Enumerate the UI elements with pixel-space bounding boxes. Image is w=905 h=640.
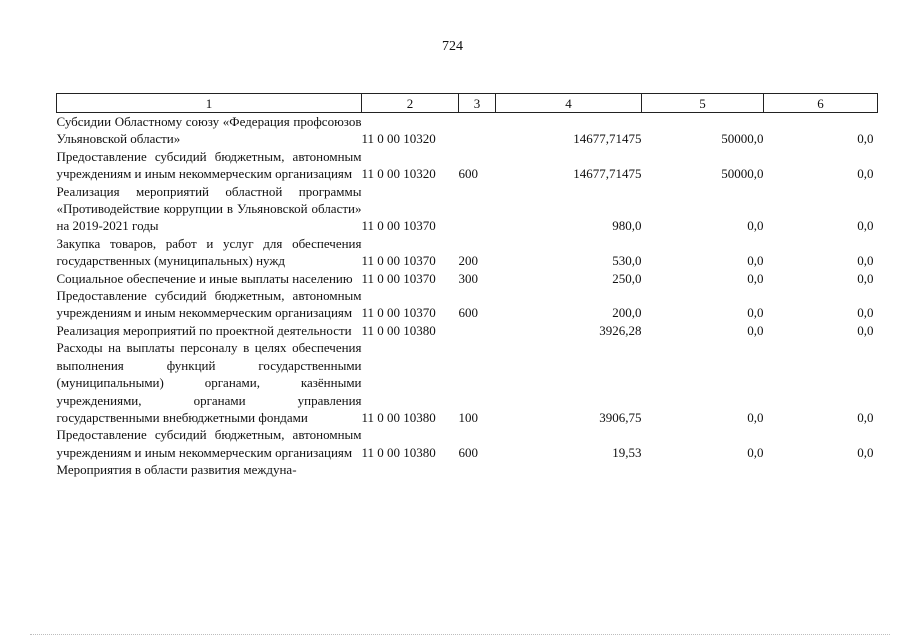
row-name: Социальное обеспечение и иные выплаты населению bbox=[56, 270, 353, 286]
row-col4 bbox=[496, 461, 642, 478]
row-type: 200 bbox=[458, 253, 478, 269]
row-code: 11 0 00 10380 bbox=[361, 444, 436, 460]
row-type: 600 bbox=[458, 166, 478, 182]
row-type: 300 bbox=[458, 270, 478, 286]
row-col4: 530,0 bbox=[612, 253, 642, 269]
row-col4: 200,0 bbox=[612, 305, 642, 321]
row-col5: 0,0 bbox=[747, 409, 764, 425]
row-code: 11 0 00 10370 bbox=[361, 305, 436, 321]
row-col4: 14677,71475 bbox=[573, 166, 642, 182]
row-code: 11 0 00 10320 bbox=[361, 131, 436, 147]
row-col5: 0,0 bbox=[747, 305, 764, 321]
table-row bbox=[57, 235, 878, 270]
row-code: 11 0 00 10370 bbox=[361, 270, 436, 286]
table-row bbox=[57, 183, 878, 235]
table-row bbox=[57, 287, 878, 322]
table-row bbox=[57, 113, 878, 148]
row-col5: 50000,0 bbox=[721, 166, 764, 182]
row-col4: 19,53 bbox=[612, 444, 642, 460]
row-col6: 0,0 bbox=[857, 322, 874, 338]
table-row bbox=[57, 339, 878, 426]
row-name: Расходы на выплаты персоналу в целях обеспечения выполнения функций государственными (муниципальными) органами, казёнными учреждениями, органами управления государственными внебюджетными фондами bbox=[56, 340, 362, 425]
row-name: Закупка товаров, работ и услуг для обеспечения государственных (муниципальных) нужд bbox=[56, 235, 362, 269]
row-col4: 3906,75 bbox=[599, 409, 642, 425]
row-code bbox=[362, 461, 459, 478]
table-row bbox=[57, 461, 878, 478]
row-name: Предоставление субсидий бюджетным, автономным учреждениям и иным некоммерческим организациям bbox=[56, 148, 362, 182]
row-code: 11 0 00 10370 bbox=[361, 218, 436, 234]
row-col6: 0,0 bbox=[857, 409, 874, 425]
row-col5: 0,0 bbox=[747, 253, 764, 269]
row-col6: 0,0 bbox=[857, 305, 874, 321]
column-header: 4 bbox=[496, 94, 642, 113]
row-col6: 0,0 bbox=[857, 166, 874, 182]
row-col5: 0,0 bbox=[747, 444, 764, 460]
page-edge-rule bbox=[30, 634, 890, 635]
row-col6: 0,0 bbox=[857, 131, 874, 147]
row-type bbox=[459, 113, 496, 148]
row-name: Реализация мероприятий областной программы «Противодействие коррупции в Ульяновской области» на 2019-2021 годы bbox=[56, 183, 362, 234]
row-col5: 50000,0 bbox=[721, 131, 764, 147]
row-name: Предоставление субсидий бюджетным, автономным учреждениям и иным некоммерческим организациям bbox=[56, 288, 362, 321]
row-col5: 0,0 bbox=[747, 218, 764, 234]
row-col4: 250,0 bbox=[612, 270, 642, 286]
table-row bbox=[57, 270, 878, 287]
row-col6: 0,0 bbox=[857, 444, 874, 460]
table-row bbox=[57, 426, 878, 461]
row-code: 11 0 00 10320 bbox=[361, 166, 436, 182]
row-col6 bbox=[764, 461, 878, 478]
row-col4: 14677,71475 bbox=[573, 131, 642, 147]
row-code: 11 0 00 10370 bbox=[361, 253, 436, 269]
row-col5: 0,0 bbox=[747, 322, 764, 338]
column-header: 1 bbox=[57, 94, 362, 113]
column-header: 2 bbox=[362, 94, 459, 113]
row-type: 600 bbox=[458, 305, 478, 321]
row-name: Предоставление субсидий бюджетным, автономным учреждениям и иным некоммерческим организациям bbox=[56, 427, 362, 460]
row-col6: 0,0 bbox=[857, 253, 874, 269]
page-number: 724 bbox=[442, 39, 463, 54]
row-col4: 3926,28 bbox=[599, 322, 642, 338]
row-type: 600 bbox=[458, 444, 478, 460]
table-row bbox=[57, 148, 878, 183]
row-col6: 0,0 bbox=[857, 270, 874, 286]
row-col5 bbox=[642, 461, 764, 478]
row-type bbox=[459, 461, 496, 478]
row-type: 100 bbox=[458, 409, 478, 425]
row-name: Субсидии Областному союзу «Федерация профсоюзов Ульяновской области» bbox=[56, 114, 362, 147]
column-header: 6 bbox=[764, 94, 878, 113]
table-row bbox=[57, 322, 878, 339]
row-type bbox=[459, 322, 496, 339]
row-name: Реализация мероприятий по проектной деятельности bbox=[56, 322, 352, 338]
row-code: 11 0 00 10380 bbox=[361, 322, 436, 338]
column-header: 5 bbox=[642, 94, 764, 113]
budget-table bbox=[56, 93, 878, 479]
row-name: Мероприятия в области развития междуна- bbox=[56, 462, 297, 478]
row-col6: 0,0 bbox=[857, 218, 874, 234]
table-header-row bbox=[57, 94, 878, 113]
row-col5: 0,0 bbox=[747, 270, 764, 286]
row-type bbox=[459, 183, 496, 235]
column-header: 3 bbox=[459, 94, 496, 113]
row-col4: 980,0 bbox=[612, 218, 642, 234]
row-code: 11 0 00 10380 bbox=[361, 409, 436, 425]
